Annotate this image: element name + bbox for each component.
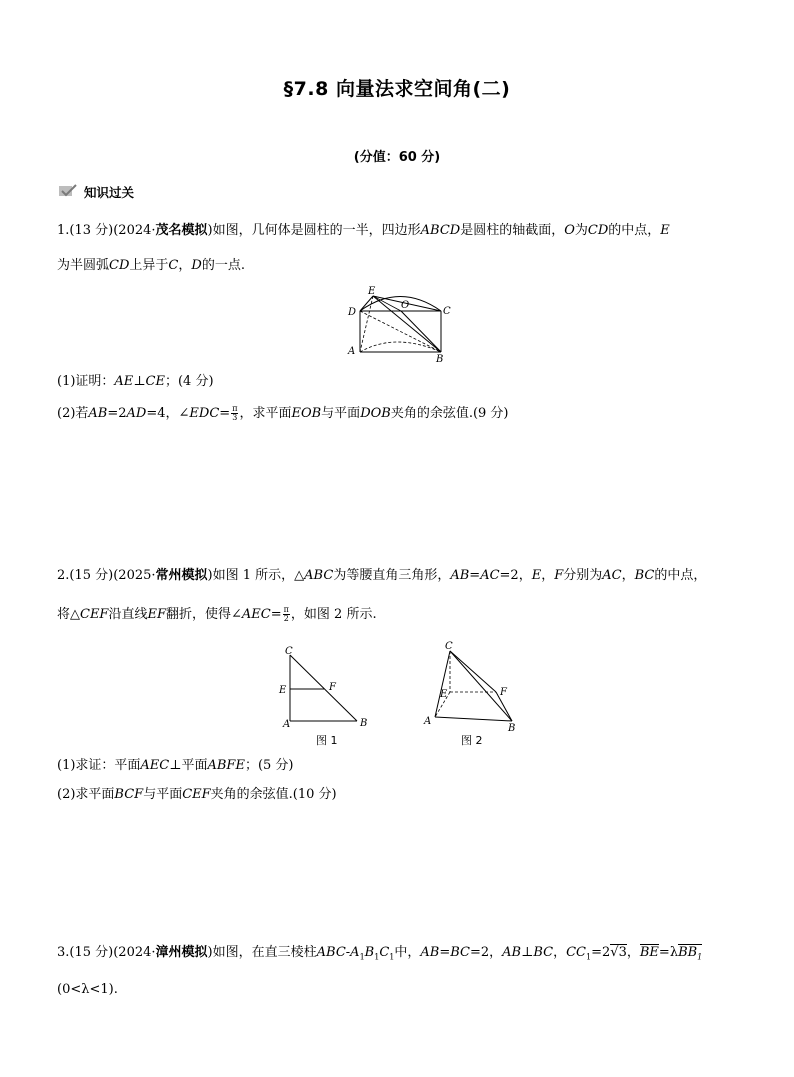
fig2b-label-A: A [424, 716, 432, 727]
checklist-icon [58, 184, 78, 201]
problem-2-stem-line1: 2.(15 分)(2025·常州模拟)如图 1 所示，△ABC为等腰直角三角形，AB=AC=2，E，F分别为AC，BC的中点， [57, 568, 707, 583]
vector-BE: BE [639, 945, 659, 960]
fig2a-label-F: F [329, 682, 336, 693]
fig1-label-A: A [348, 346, 356, 357]
problem-2-stem-line2: 将△CEF沿直线EF翻折，使得∠AEC= $\frac{\pi}{2}$ ，如图 2 所示. [57, 605, 377, 623]
score-note: (分值：60 分) [353, 150, 441, 165]
problem-1-stem-line2: 为半圆弧CD上异于C，D的一点. [57, 258, 245, 273]
section-header [58, 183, 134, 201]
problem-3-stem-line2: (0<λ<1). [57, 982, 118, 997]
page-title: §7.8 向量法求空间角(二) [283, 78, 511, 100]
fig2a-label-A: A [283, 719, 291, 730]
fig2a-label-E: E [279, 685, 287, 696]
fig2a-label-B: B [360, 718, 368, 729]
fig2b-label-F: F [500, 687, 507, 698]
fig1-label-O: O [401, 300, 410, 311]
fraction-pi-over-3: $\frac{\pi}{3}$ [232, 404, 238, 422]
fig2b-label-B: B [508, 723, 516, 734]
fig1-label-B: B [436, 354, 444, 364]
fraction-pi-over-2: $\frac{\pi}{2}$ [283, 605, 289, 623]
problem-1-figure [340, 284, 460, 368]
fig2a-label-C: C [285, 646, 293, 657]
fig2b-caption: 图 2 [461, 734, 483, 747]
problem-1-part-2: (2)若AB=2AD=4，∠EDC= $\frac{\pi}{3}$ ，求平面EOB与平面DOB夹角的余弦值.(9 分) [57, 404, 509, 422]
fig2b-label-E: E [440, 689, 448, 700]
problem-1-part-1: (1)证明：AE⊥CE；(4 分) [57, 374, 214, 389]
fig1-label-D: D [348, 307, 357, 318]
fig1-label-C: C [443, 306, 451, 317]
problem-1-stem-line1: 1.(13 分)(2024·茂名模拟)如图，几何体是圆柱的一半，四边形ABCD是圆柱的轴截面，O为CD的中点，E [57, 223, 670, 238]
problem-3-stem-line1: 3.(15 分)(2024·漳州模拟)如图，在直三棱柱ABC-$A_1B_1C_1$中，AB=BC=2，AB⊥BC，$CC_1=2√3$，BE=λBB$_1$ [57, 944, 702, 967]
fig1-label-E: E [368, 286, 376, 297]
problem-2-part-2: (2)求平面BCF与平面CEF夹角的余弦值.(10 分) [57, 787, 337, 802]
section-label: 知识过关 [84, 185, 135, 200]
problem-2-figure-2 [418, 638, 528, 752]
sqrt-radicand: √3 [610, 945, 627, 960]
fig2b-label-C: C [445, 641, 453, 652]
fig2a-caption: 图 1 [316, 734, 338, 747]
problem-2-figure-1 [276, 643, 376, 752]
vector-BB1: $BB_1$ [678, 944, 702, 967]
problem-2-part-1: (1)求证：平面AEC⊥平面ABFE；(5 分) [57, 758, 294, 773]
